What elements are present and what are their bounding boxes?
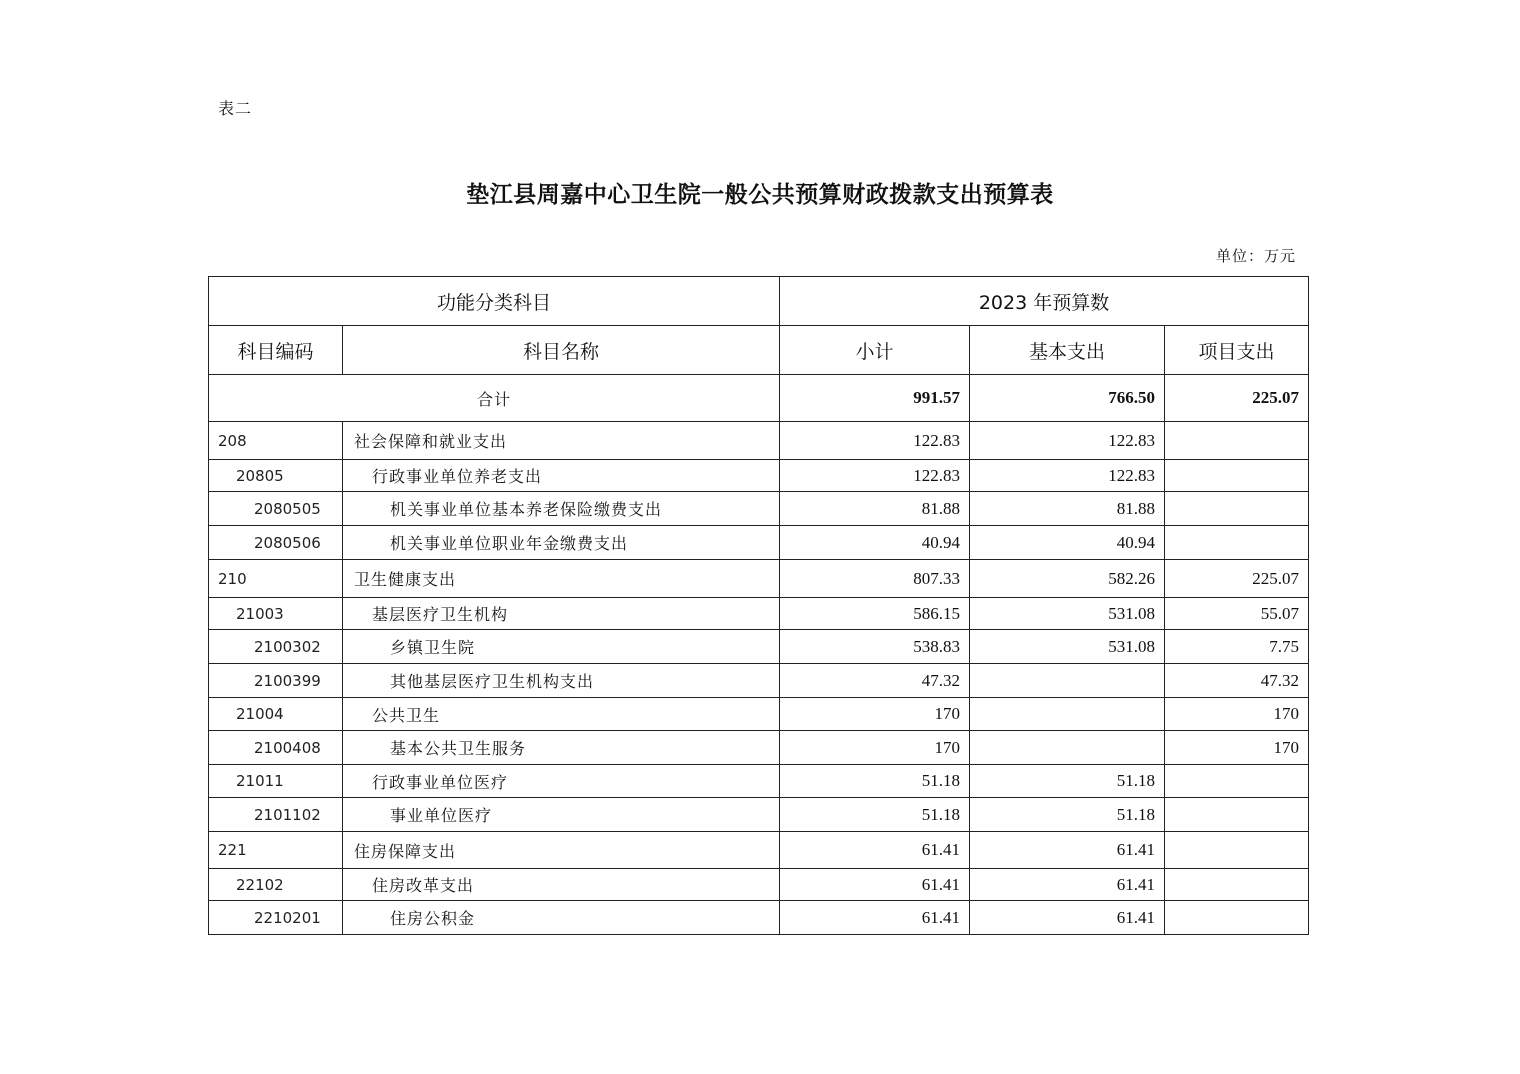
row-subtotal: 61.41: [780, 869, 970, 901]
row-basic: [970, 731, 1165, 765]
row-name: 机关事业单位职业年金缴费支出: [343, 526, 780, 560]
row-code: 21011: [209, 765, 343, 798]
row-name: 基层医疗卫生机构: [343, 598, 780, 630]
row-code: 2100302: [209, 630, 343, 664]
row-basic: 51.18: [970, 765, 1165, 798]
row-name: 基本公共卫生服务: [343, 731, 780, 765]
header-code: 科目编码: [209, 326, 343, 375]
row-code: 21004: [209, 698, 343, 731]
header-subtotal: 小计: [780, 326, 970, 375]
row-project: [1165, 901, 1309, 935]
row-project: 47.32: [1165, 664, 1309, 698]
header-row-columns: [209, 326, 1309, 375]
row-basic: 122.83: [970, 460, 1165, 492]
row-name: 乡镇卫生院: [343, 630, 780, 664]
row-name: 事业单位医疗: [343, 798, 780, 832]
row-basic: 51.18: [970, 798, 1165, 832]
row-subtotal: 170: [780, 698, 970, 731]
row-subtotal: 170: [780, 731, 970, 765]
row-project: [1165, 422, 1309, 460]
header-budget-year: 2023 年预算数: [780, 277, 1309, 326]
header-basic: 基本支出: [970, 326, 1165, 375]
table-row: [209, 832, 1309, 869]
row-code: 210: [209, 560, 343, 598]
total-basic: 766.50: [970, 375, 1165, 422]
row-basic: 531.08: [970, 630, 1165, 664]
header-function-category: 功能分类科目: [209, 277, 780, 326]
row-name: 机关事业单位基本养老保险缴费支出: [343, 492, 780, 526]
row-project: 170: [1165, 731, 1309, 765]
row-project: [1165, 798, 1309, 832]
row-code: 2100399: [209, 664, 343, 698]
header-name: 科目名称: [343, 326, 780, 375]
row-project: [1165, 869, 1309, 901]
row-code: 21003: [209, 598, 343, 630]
table-row: [209, 765, 1309, 798]
row-project: [1165, 492, 1309, 526]
row-basic: 122.83: [970, 422, 1165, 460]
row-basic: 61.41: [970, 901, 1165, 935]
row-code: 208: [209, 422, 343, 460]
table-row: [209, 698, 1309, 731]
row-code: 20805: [209, 460, 343, 492]
row-name: 社会保障和就业支出: [343, 422, 780, 460]
header-row-group: [209, 277, 1309, 326]
table-row: [209, 798, 1309, 832]
table-row: [209, 422, 1309, 460]
row-name: 住房改革支出: [343, 869, 780, 901]
row-subtotal: 122.83: [780, 422, 970, 460]
table-row: [209, 901, 1309, 935]
row-project: [1165, 832, 1309, 869]
row-project: 225.07: [1165, 560, 1309, 598]
row-name: 卫生健康支出: [343, 560, 780, 598]
budget-table: [208, 276, 1309, 935]
row-subtotal: 61.41: [780, 901, 970, 935]
row-subtotal: 40.94: [780, 526, 970, 560]
total-subtotal: 991.57: [780, 375, 970, 422]
table-row: [209, 731, 1309, 765]
row-code: 2080506: [209, 526, 343, 560]
row-code: 2210201: [209, 901, 343, 935]
row-subtotal: 81.88: [780, 492, 970, 526]
row-basic: 61.41: [970, 869, 1165, 901]
total-project: 225.07: [1165, 375, 1309, 422]
row-subtotal: 61.41: [780, 832, 970, 869]
row-code: 22102: [209, 869, 343, 901]
row-project: [1165, 460, 1309, 492]
row-basic: 81.88: [970, 492, 1165, 526]
row-subtotal: 51.18: [780, 765, 970, 798]
row-name: 公共卫生: [343, 698, 780, 731]
table-row: [209, 560, 1309, 598]
row-subtotal: 122.83: [780, 460, 970, 492]
row-name: 其他基层医疗卫生机构支出: [343, 664, 780, 698]
header-project: 项目支出: [1165, 326, 1309, 375]
row-code: 2100408: [209, 731, 343, 765]
row-project: [1165, 765, 1309, 798]
row-subtotal: 807.33: [780, 560, 970, 598]
row-basic: 40.94: [970, 526, 1165, 560]
row-project: 170: [1165, 698, 1309, 731]
row-subtotal: 51.18: [780, 798, 970, 832]
table-label: 表二: [218, 99, 253, 118]
row-basic: [970, 698, 1165, 731]
row-code: 2080505: [209, 492, 343, 526]
page-title: 垫江县周嘉中心卫生院一般公共预算财政拨款支出预算表: [466, 181, 1054, 208]
row-basic: 61.41: [970, 832, 1165, 869]
table-row: [209, 460, 1309, 492]
row-subtotal: 586.15: [780, 598, 970, 630]
table-row: [209, 598, 1309, 630]
table-row: [209, 526, 1309, 560]
row-name: 住房保障支出: [343, 832, 780, 869]
row-basic: [970, 664, 1165, 698]
row-code: 2101102: [209, 798, 343, 832]
row-project: 7.75: [1165, 630, 1309, 664]
total-row: [209, 375, 1309, 422]
row-subtotal: 538.83: [780, 630, 970, 664]
table-row: [209, 664, 1309, 698]
table-row: [209, 630, 1309, 664]
row-name: 行政事业单位养老支出: [343, 460, 780, 492]
total-label: 合计: [209, 375, 780, 422]
row-name: 住房公积金: [343, 901, 780, 935]
row-basic: 582.26: [970, 560, 1165, 598]
unit-label: 单位：万元: [1215, 247, 1296, 265]
row-name: 行政事业单位医疗: [343, 765, 780, 798]
table-row: [209, 869, 1309, 901]
row-code: 221: [209, 832, 343, 869]
row-subtotal: 47.32: [780, 664, 970, 698]
row-project: 55.07: [1165, 598, 1309, 630]
row-basic: 531.08: [970, 598, 1165, 630]
row-project: [1165, 526, 1309, 560]
table-row: [209, 492, 1309, 526]
